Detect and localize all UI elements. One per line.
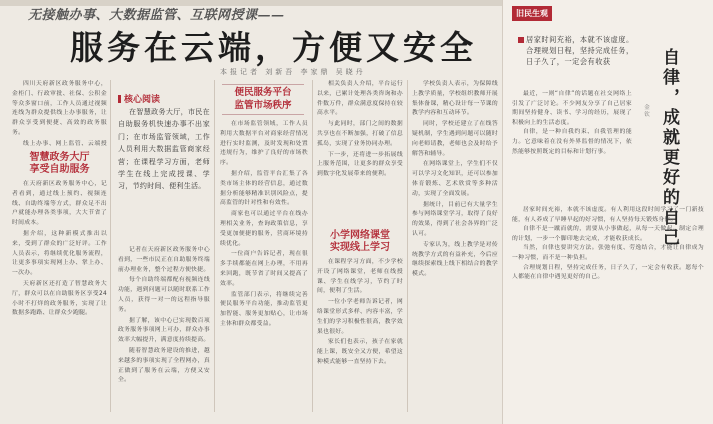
paragraph: 据介绍，监管平台汇集了各类市场主体的经营信息，通过数据分析能够精准识别风险点，提高监管的针对性和有效性。	[220, 170, 308, 207]
paragraph: 记者在天府新区政务服务中心看到，一些市民正在自助服务终端前办理业务，整个过程方便快捷。	[118, 247, 210, 273]
paragraph: 据介绍，这种新模式推出以来，受到了群众的广泛好评。工作人员表示，将继续优化服务流程，让更多事项实现网上办、掌上办、一次办。	[12, 230, 107, 277]
paragraph: 与此同时，部门之间的数据共享也在不断加强，打破了信息孤岛，实现了业务协同办理。	[317, 121, 403, 147]
paragraph: 专家认为，线上教学是对传统教学方式的有益补充，今后应继续探索线上线下相结合的教学模式。	[412, 241, 498, 278]
byline: 本报记者 刘新吾 李家鼎 吴晓丹	[220, 68, 366, 76]
paragraph: 家长们也表示，孩子在家就能上课，既安全又方便，希望这种模式能够一直坚持下去。	[317, 339, 403, 365]
heading-line: 实现线上学习	[330, 242, 390, 253]
commentary-title: 自律，成就更好的自己	[659, 48, 679, 248]
paragraph: 监管部门表示，将继续完善便民服务平台功能，推动监管更加智能、服务更加贴心，让市场主体和群众都受益。	[220, 291, 308, 327]
article-column-1	[12, 80, 107, 148]
paragraph: 据统计，目前已有大量学生参与网络课堂学习，取得了良好的效果，得到了社会各界的广泛认可。	[412, 201, 498, 237]
paragraph: 线上办事、网上监管、云端授	[23, 140, 107, 147]
article-column-1b	[12, 180, 107, 412]
commentary-body-lower	[512, 206, 704, 412]
article-column-4	[317, 80, 403, 226]
core-reading-text: 在智慧政务大厅，市民在自助服务机快速办事不出家门；在市场监管领域，工作人员利用大数据监管商家经营；在课程学习方面，老师学生在线上完成授课、学习，节约时间、便利生活。	[118, 108, 210, 191]
quote-marker	[518, 37, 524, 43]
heading-line: 小学网络课堂	[330, 230, 390, 241]
paragraph: 最近，一则“自律”的话题在社交网络上引发了广泛讨论。不少网友分享了自己居家期间坚持健身、读书、学习的经历，展现了积极向上的生活态度。	[512, 91, 632, 126]
commentary-author: 金 钦	[643, 104, 649, 117]
column-tag: 旧民生观	[512, 6, 552, 21]
paragraph: 同时，学校还建立了在线答疑机制，学生遇到问题可以随时向老师请教，老师也会及时给予解答和辅导。	[412, 121, 498, 157]
paragraph: 下一步，还将进一步拓展线上服务范围，让更多的群众享受到数字化发展带来的便利。	[317, 151, 403, 178]
paragraph: 在网络课堂上，学生们不仅可以学习文化知识，还可以参加体育锻炼、艺术欣赏等多种活动，实现了全面发展。	[412, 161, 498, 197]
section-heading-smart-hall	[12, 152, 107, 176]
core-reading-label: 核心阅读	[118, 92, 206, 105]
paragraph: 相关负责人介绍，平台运行以来，已累计处理各类咨询和办件数万件，群众满意度保持在较高水平。	[317, 81, 403, 117]
paragraph: 在天府新区政务服务中心，记者看到，通过线上预约、视频连线、自助终端等方式，群众足不出户就能办理各类事项，大大节省了时间成本。	[12, 181, 107, 227]
heading-line: 享受自助服务	[29, 164, 90, 175]
kicker-line: 无接触办事、大数据监管、互联网授课——	[28, 8, 285, 23]
paragraph: 自律不是一蹴而就的，需要从小事做起，从每一天做起。制定合理的计划，一步一个脚印地去完成，才能收获成长。	[512, 226, 704, 242]
paragraph: 当然，自律也要讲究方法。张弛有度、劳逸结合，才能让自律成为一种习惯，而不是一种负担。	[512, 245, 704, 261]
section-heading-market	[222, 84, 304, 115]
core-reading-box	[118, 106, 210, 238]
section-heading-online-class	[317, 230, 403, 254]
article-column-4b	[317, 258, 403, 412]
commentary-body	[512, 90, 632, 202]
column-divider	[110, 80, 111, 412]
column-divider	[407, 80, 408, 412]
paragraph: 天府新区还打造了智慧政务大厅，群众可以在自助服务区享受24小时不打烊的政务服务，实现了让数据多跑路、让群众少跑腿。	[12, 280, 107, 317]
paragraph: 在课程学习方面，不少学校开设了网络课堂，老师在线授课、学生在线学习，节约了时间，便利了生活。	[317, 259, 403, 295]
article-column-5	[412, 80, 498, 412]
paragraph: 居家时间充裕，本就不该虚度。有人利用这段时间学习了一门新技能，有人养成了早睡早起的好习惯，有人坚持每天锻炼身体。	[512, 207, 704, 223]
article-column-3	[220, 120, 308, 412]
paragraph: 自律，是一种自我约束、自我管理的能力。它意味着在没有外界监督的情况下，依然能够按照既定的目标和计划行事。	[512, 129, 632, 155]
heading-line: 便民服务平台	[234, 87, 292, 98]
paragraph: 每个自助终端都配有视频连线功能，遇到问题可以随时联系工作人员，获得一对一的远程指导服务。	[118, 277, 210, 313]
paragraph: 商家也可以通过平台在线办理相关业务，查询政策信息，享受更加便捷的服务，营商环境持续优化。	[220, 211, 308, 247]
paragraph: 据了解，该中心已实现数百项政务服务事项网上可办，群众办事效率大幅提升，满意度持续提高。	[118, 317, 210, 344]
paragraph: 学校负责人表示，为保障线上教学质量，学校组织教师开展集体备课，精心设计每一节课的教学内容和互动环节。	[412, 81, 498, 117]
paragraph: 一位商户告诉记者，现在很多手续都能在网上办理，不用再来回跑，既节省了时间又提高了效率。	[220, 251, 308, 287]
heading-line: 监管市场秩序	[234, 99, 292, 111]
commentary-pullquote: 居家时间充裕，本就不该虚度。合理规划日程，坚持完成任务，日子久了，一定会有收获	[526, 35, 634, 66]
paragraph: 在市场监管领域，工作人员利用大数据平台对商家经营情况进行实时监测，及时发现和处置违规行为，维护了良好的市场秩序。	[220, 121, 308, 167]
article-column-2	[118, 246, 210, 412]
column-divider	[312, 80, 313, 412]
paragraph: 四川天府新区政务服务中心，金柜门、行政审批、社保、公积金等众多窗口前，工作人员通过视频连线为群众提供线上办事服务，让群众享受到便捷、高效的政务服务。	[12, 81, 107, 136]
paragraph: 随着智慧政务建设的推进，越来越多的事项实现了全程网办，真正做到了服务在云端，方便又安全。	[118, 347, 210, 384]
column-divider	[214, 80, 215, 412]
paragraph: 合理规划日程，坚持完成任务，日子久了，一定会有收获。愿每个人都能在自律中遇见更好的自己。	[512, 264, 704, 281]
page-headline: 服务在云端，方便又安全	[70, 28, 477, 67]
heading-line: 智慧政务大厅	[29, 152, 90, 163]
paragraph: 一位小学老师告诉记者，网络课堂形式多样、内容丰富，学生们的学习积极性很高，教学效果也很好。	[317, 299, 403, 335]
